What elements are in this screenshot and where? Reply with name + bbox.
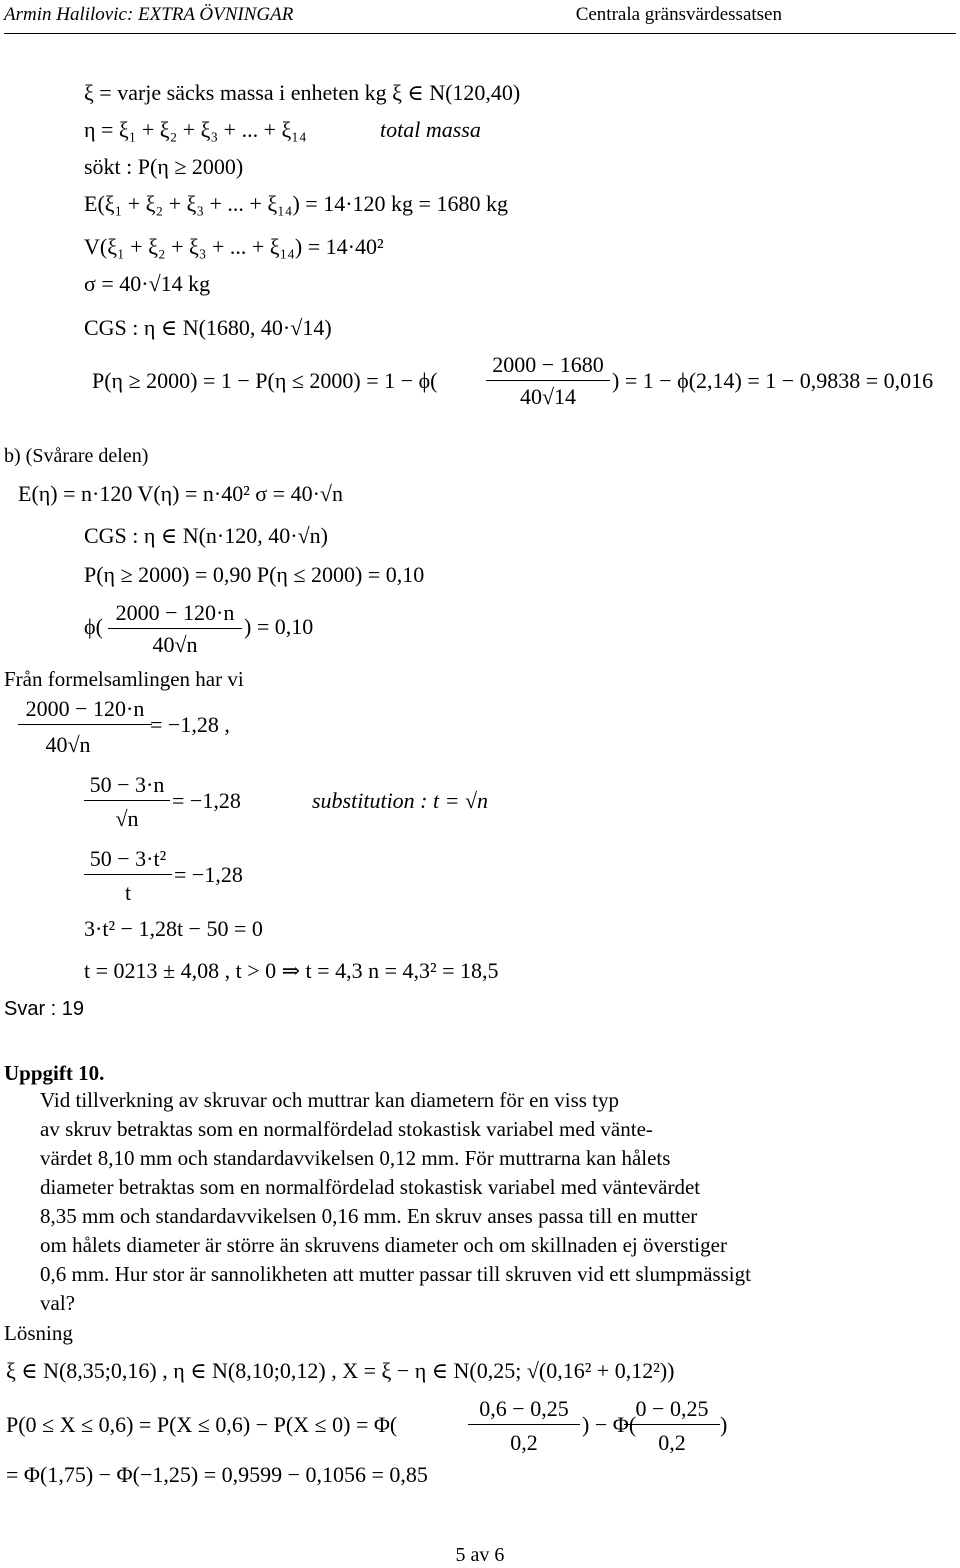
eq-sigma: σ = 40·√14 kg [84,271,211,296]
task-eq-prob-left: P(0 ≤ X ≤ 0,6) = P(X ≤ 0,6) − P(X ≤ 0) = Φ( [6,1412,398,1437]
fraction-bar [624,1424,720,1425]
header-author: Armin Halilovic: EXTRA ÖVNINGAR [4,4,294,25]
eq-prob-denominator: 40√14 [519,384,577,409]
fraction-bar [108,628,242,629]
eq5-solution: t = 0213 ± 4,08 , t > 0 ⇒ t = 4,3 n = 4,3² = 18,5 [84,958,499,983]
fraction-bar [486,380,610,381]
eq3-denominator: t [124,880,132,905]
section-b-title: b) (Svårare delen) [4,445,149,467]
eq-variance: V(ξ₁ + ξ₂ + ξ₃ + ... + ξ₁₄) = 14·40² [84,234,384,259]
task-eq-num1: 0,6 − 0,25 [479,1396,569,1421]
eq-b-prob: P(η ≥ 2000) = 0,90 P(η ≤ 2000) = 0,10 [84,562,425,587]
task-line: av skruv betraktas som en normalfördelad stokastisk variabel med vänte- [40,1117,653,1141]
eq1-right: = −1,28 , [150,712,230,737]
answer: Svar : 19 [4,998,85,1020]
eq-b-cgs: CGS : η ∈ N(n·120, 40·√n) [84,523,328,548]
eq4-quadratic: 3·t² − 1,28t − 50 = 0 [84,916,263,941]
eq-b-moments: E(η) = n·120 V(η) = n·40² σ = 40·√n [18,481,343,506]
eq-prob-numerator: 2000 − 1680 [492,352,604,377]
eq2-right: = −1,28 [172,788,241,813]
task-eq-num2: 0 − 0,25 [635,1396,709,1421]
task-eq-distributions: ξ ∈ N(8,35;0,16) , η ∈ N(8,10;0,12) , X = ξ − η ∈ N(0,25; √(0,16² + 0,12²)) [6,1358,675,1383]
eq2-substitution: substitution : t = √n [312,788,489,813]
eq-eta-note: total massa [380,117,481,142]
task-line: värdet 8,10 mm och standardavvikelsen 0,12 mm. För muttrarna kan hålets [40,1146,671,1170]
losning-heading: Lösning [4,1321,73,1345]
eq1-denominator: 40√n [45,732,91,757]
fraction-bar [468,1424,580,1425]
fraction-bar [84,874,172,875]
task-line: Vid tillverkning av skruvar och muttrar kan diametern för en viss typ [40,1088,620,1112]
eq-b-phi-denominator: 40√n [152,632,198,657]
eq-expectation: E(ξ₁ + ξ₂ + ξ₃ + ... + ξ₁₄) = 14·120 kg = 1680 kg [84,191,508,216]
task-line: val? [40,1291,75,1315]
task-line: om hålets diameter är större än skruvens diameter och om skillnaden ej överstiger [40,1233,727,1257]
eq2-numerator: 50 − 3·n [89,772,165,797]
eq-prob-left: P(η ≥ 2000) = 1 − P(η ≤ 2000) = 1 − ϕ( [92,368,438,393]
fraction-bar [84,800,170,801]
task-eq-den2: 0,2 [658,1430,686,1455]
task-line: 8,35 mm och standardavvikelsen 0,16 mm. En skruv anses passa till en mutter [40,1204,698,1228]
page-number: 5 av 6 [455,1544,505,1566]
eq-prob-right: ) = 1 − ϕ(2,14) = 1 − 0,9838 = 0,016 [612,368,934,393]
task-eq-mid: ) − Φ( [582,1412,637,1437]
task-text [40,1086,920,1318]
eq2-denominator: √n [115,806,139,831]
task-line: 0,6 mm. Hur stor är sannolikheten att mutter passar till skruven vid ett slumpmässigt [40,1262,751,1286]
eq-sought: sökt : P(η ≥ 2000) [84,154,244,179]
eq-xi-definition: ξ = varje säcks massa i enheten kg ξ ∈ N(120,40) [84,80,521,105]
eq-b-phi-left: ϕ( [84,614,103,639]
header-topic: Centrala gränsvärdessatsen [575,4,782,25]
eq-b-phi-right: ) = 0,10 [244,614,314,639]
fraction-bar [18,724,152,725]
eq3-numerator: 50 − 3·t² [89,846,167,871]
task-line: diameter betraktas som en normalfördelad stokastisk variabel med väntevärdet [40,1175,701,1199]
task-eq-result: = Φ(1,75) − Φ(−1,25) = 0,9599 − 0,1056 = 0,85 [6,1462,428,1487]
eq-b-phi-numerator: 2000 − 120·n [115,600,235,625]
eq-cgs: CGS : η ∈ N(1680, 40·√14) [84,315,332,340]
eq-eta-sum: η = ξ₁ + ξ₂ + ξ₃ + ... + ξ₁₄ [84,117,307,142]
eq1-numerator: 2000 − 120·n [25,696,145,721]
task-eq-den1: 0,2 [510,1430,538,1455]
header-rule [4,33,956,34]
task-title: Uppgift 10. [4,1061,105,1085]
task-eq-right: ) [720,1412,728,1437]
formula-text: Från formelsamlingen har vi [4,667,244,691]
eq3-right: = −1,28 [174,862,243,887]
